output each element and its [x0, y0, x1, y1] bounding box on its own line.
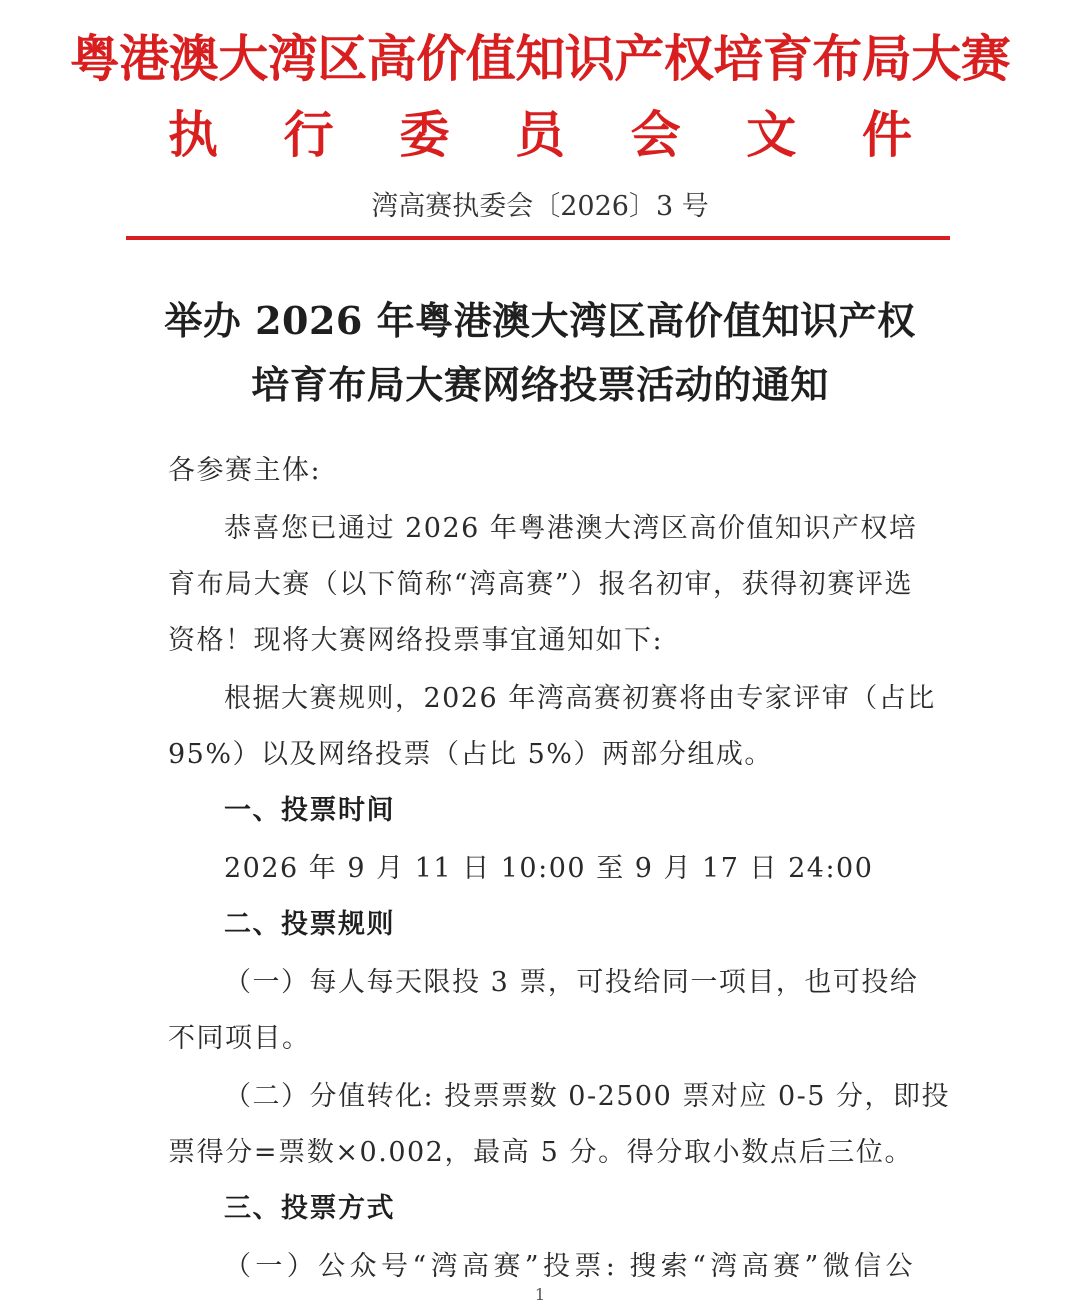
red-divider [126, 236, 950, 240]
letterhead-char: 员 [514, 106, 565, 164]
letterhead-char: 执 [168, 106, 218, 164]
document-number: 湾高赛执委会〔2026〕3 号 [371, 191, 709, 222]
section-heading-voting-time: 一、投票时间 [224, 795, 395, 826]
paragraph-line: 不同项目。 [168, 1023, 311, 1054]
letterhead-subtitle [0, 106, 1080, 164]
paragraph-line: （一）公众号“湾高赛”投票: 搜索“湾高赛”微信公 [224, 1251, 914, 1282]
notice-title-line-2: 培育布局大赛网络投票活动的通知 [251, 362, 829, 407]
paragraph-line: 育布局大赛（以下简称“湾高赛”）报名初审，获得初赛评选 [168, 569, 913, 600]
notice-title-line-1: 举办 2026 年粤港澳大湾区高价值知识产权 [164, 298, 916, 343]
voting-time-text: 2026 年 9 月 11 日 10:00 至 9 月 17 日 24:00 [224, 853, 874, 884]
paragraph-line: 恭喜您已通过 2026 年粤港澳大湾区高价值知识产权培 [224, 513, 918, 544]
section-heading-voting-rules: 二、投票规则 [224, 909, 395, 940]
paragraph-line: （二）分值转化: 投票票数 0-2500 票对应 0-5 分，即投 [224, 1081, 951, 1112]
paragraph-line: （一）每人每天限投 3 票，可投给同一项目，也可投给 [224, 967, 919, 998]
letterhead-char: 委 [399, 106, 450, 164]
paragraph-line: 票得分=票数×0.002，最高 5 分。得分取小数点后三位。 [168, 1137, 913, 1168]
salutation: 各参赛主体: [168, 455, 322, 486]
paragraph-line: 根据大赛规则，2026 年湾高赛初赛将由专家评审（占比 [224, 683, 936, 714]
letterhead-title: 粤港澳大湾区高价值知识产权培育布局大赛 [69, 30, 1011, 88]
letterhead-char: 文 [746, 106, 797, 164]
letterhead-char: 行 [283, 106, 334, 164]
page-number: 1 [534, 1285, 546, 1304]
letterhead-char: 会 [630, 106, 681, 164]
paragraph-line: 资格！现将大赛网络投票事宜通知如下: [168, 625, 664, 656]
letterhead-char: 件 [861, 106, 912, 164]
section-heading-voting-method: 三、投票方式 [224, 1193, 395, 1224]
paragraph-line: 95%）以及网络投票（占比 5%）两部分组成。 [168, 739, 773, 770]
